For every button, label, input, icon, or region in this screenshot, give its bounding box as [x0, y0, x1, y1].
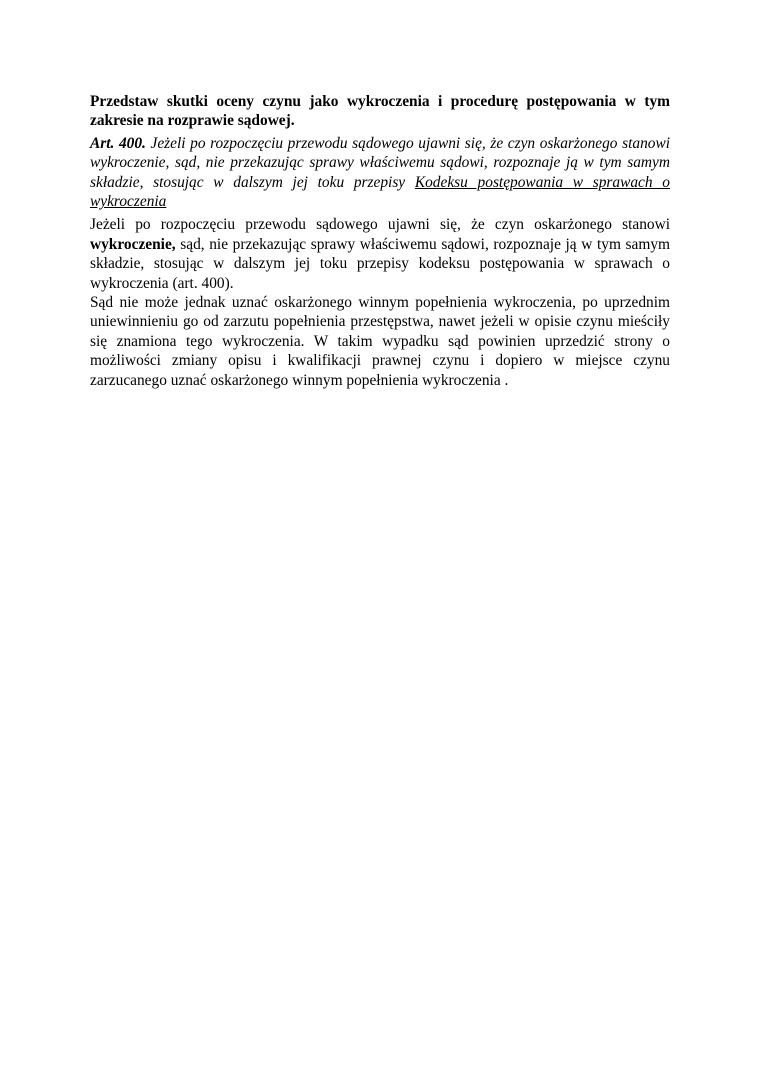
- article-text: Jeżeli po rozpoczęciu przewodu sądowego ujawni się, że czyn oskarżonego stanowi wykroczenie, sąd, nie przekazując sprawy właściwemu sądowi, rozpoznaje ją w tym samym składzie, stosując w dalszym jej toku przepisy: [90, 134, 670, 191]
- answer-p1-start: Jeżeli po rozpoczęciu przewodu sądowego ujawni się, że czyn oskarżonego stanowi: [90, 216, 670, 234]
- code-link[interactable]: Kodeksu postępowania w sprawach o wykroczenia: [90, 173, 670, 211]
- question-heading: Przedstaw skutki oceny czynu jako wykroczenia i procedurę postępowania w tym zakresie na rozprawie sądowej.: [90, 93, 670, 130]
- article-number: Art. 400.: [90, 134, 146, 152]
- answer-p1-end: sąd, nie przekazując sprawy właściwemu sądowi, rozpoznaje ją w tym samym składzie, stosując w dalszym jej toku przepisy kodeksu postępowania w sprawach o wykroczenia (art. 400).: [90, 235, 670, 292]
- article-excerpt: [90, 134, 670, 212]
- answer-paragraph-1: [90, 215, 670, 293]
- answer-p1-bold-term: wykroczenie,: [90, 235, 176, 253]
- answer-paragraph-2: Sąd nie może jednak uznać oskarżonego winnym popełnienia wykroczenia, po uprzednim uniewinnieniu go od zarzutu popełnienia przestępstwa, nawet jeżeli w opisie czynu mieściły się znamiona tego wykroczenia. W takim wypadku sąd powinien uprzedzić strony o możliwości zmiany opisu i kwalifikacji prawnej czynu i dopiero w miejsce czynu zarzucanego uznać oskarżonego winnym popełnienia wykroczenia .: [90, 294, 670, 389]
- document-page: [90, 92, 670, 390]
